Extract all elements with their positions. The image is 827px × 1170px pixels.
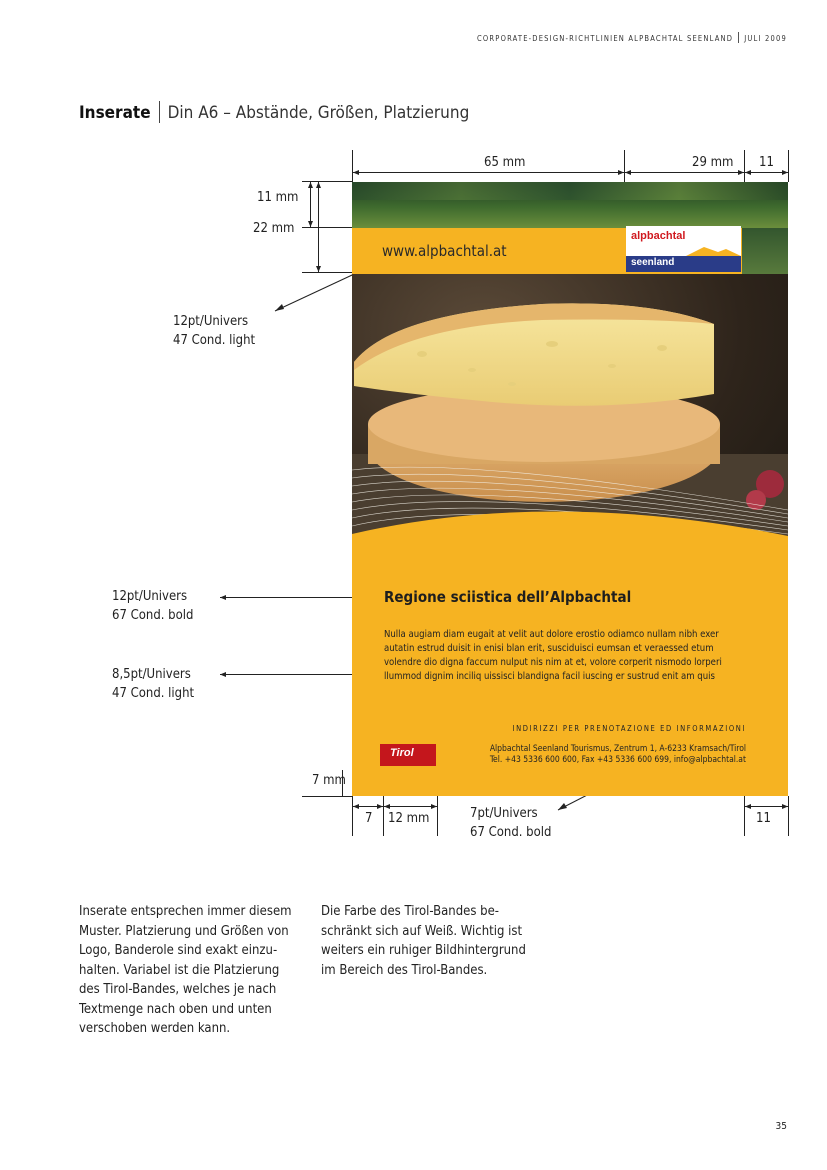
ad-side-photo [742, 228, 788, 274]
note-url-font-line1: 12pt/Univers [173, 314, 249, 329]
note-headline-font [112, 587, 193, 625]
logo-line2: seenland [631, 257, 675, 268]
dim-bottom-height: 7 mm [312, 773, 346, 788]
note-url-font [173, 312, 255, 350]
ad-mockup [352, 182, 788, 796]
paragraph-line: im Bereich des Tirol-Bandes. [321, 962, 488, 978]
dim-height-1: 11 mm [257, 190, 299, 205]
paragraph-line: Die Farbe des Tirol-Bandes be- [321, 904, 500, 919]
body-line: autatin estrud duisit in enisi blan erit, susciduisci eumsan et veraessed etum [384, 643, 714, 654]
ad-headline: Regione sciistica dell’Alpbachtal [384, 588, 632, 606]
cheese-illustration [352, 274, 788, 556]
cheese-photo [352, 274, 788, 556]
paragraph-line: Muster. Platzierung und Größen von [79, 923, 289, 939]
note-body-font [112, 665, 194, 703]
paragraph-line: Textmenge nach oben und unten [79, 1001, 272, 1017]
dim-bottom-right: 11 [756, 811, 771, 826]
header-date: JULI 2009 [744, 34, 787, 43]
paragraph-line: weiters ein ruhiger Bildhintergrund [321, 943, 526, 958]
note-headline-font-line1: 12pt/Univers [112, 589, 188, 604]
alpbachtal-logo [626, 226, 741, 272]
paragraph-right [321, 902, 526, 980]
note-body-font-line2: 47 Cond. light [112, 686, 195, 701]
body-line: volendre dio digna faccum nulput nis nim at et, volore corperit nismodo lorperi [384, 657, 722, 668]
dim-bottom-left-2: 12 mm [388, 811, 430, 826]
paragraph-line: schränkt sich auf Weiß. Wichtig ist [321, 923, 523, 939]
page-number: 35 [775, 1121, 787, 1132]
dim-bottom-left-1: 7 [365, 811, 373, 826]
logo-band [626, 256, 741, 272]
paragraph-line: Logo, Banderole sind exakt einzu- [79, 943, 278, 958]
header-doc-title: CORPORATE-DESIGN-RICHTLINIEN ALPBACHTAL SEENLAND [476, 34, 734, 43]
ad-body-text [384, 628, 784, 684]
contact-line1: Alpbachtal Seenland Tourismus, Zentrum 1, A-6233 Kramsach/Tirol [489, 744, 746, 754]
dim-top-mid-width: 29 mm [692, 155, 734, 170]
note-body-font-line1: 8,5pt/Univers [112, 667, 191, 682]
note-url-font-line2: 47 Cond. light [173, 333, 256, 348]
note-headline-font-line2: 67 Cond. bold [112, 608, 194, 623]
body-line: Nulla augiam diam eugait at velit aut dolore erostio odiamco nullam nibh exer [384, 629, 719, 640]
paragraph-line: verschoben werden kann. [79, 1021, 231, 1036]
contact-line2: Tel. +43 5336 600 600, Fax +43 5336 600 699, info@alpbachtal.at [489, 755, 746, 765]
logo-mountain-icon [626, 246, 741, 256]
paragraph-line: halten. Variabel ist die Platzierung [79, 962, 280, 978]
logo-line1: alpbachtal [631, 230, 686, 242]
body-line: llummod dignim inciliq uissisci blandigna facil iuscing er sustrud enit am quis [384, 671, 715, 682]
paragraph-line: Inserate entsprechen immer diesem [79, 904, 292, 919]
paragraph-line: des Tirol-Bandes, welches je nach [79, 982, 277, 997]
tirol-band-logo [380, 744, 436, 766]
page-title-sub: Din A6 – Abstände, Größen, Platzierung [167, 103, 470, 123]
dim-top-right-width: 11 [759, 155, 774, 170]
dim-top-left-width: 65 mm [484, 155, 526, 170]
tirol-label: Tirol [390, 747, 414, 759]
contact-title: INDIRIZZI PER PRENOTAZIONE ED INFORMAZIONI [512, 724, 746, 733]
paragraph-left [79, 902, 292, 1039]
dim-height-2: 22 mm [253, 221, 295, 236]
ad-top-photo [352, 182, 788, 228]
page-title-main: Inserate [79, 103, 151, 123]
ad-url: www.alpbachtal.at [382, 242, 507, 260]
note-contact-font [470, 804, 551, 842]
contact-block [490, 744, 746, 766]
note-contact-font-line1: 7pt/Univers [470, 806, 538, 821]
note-contact-font-line2: 67 Cond. bold [470, 825, 552, 840]
